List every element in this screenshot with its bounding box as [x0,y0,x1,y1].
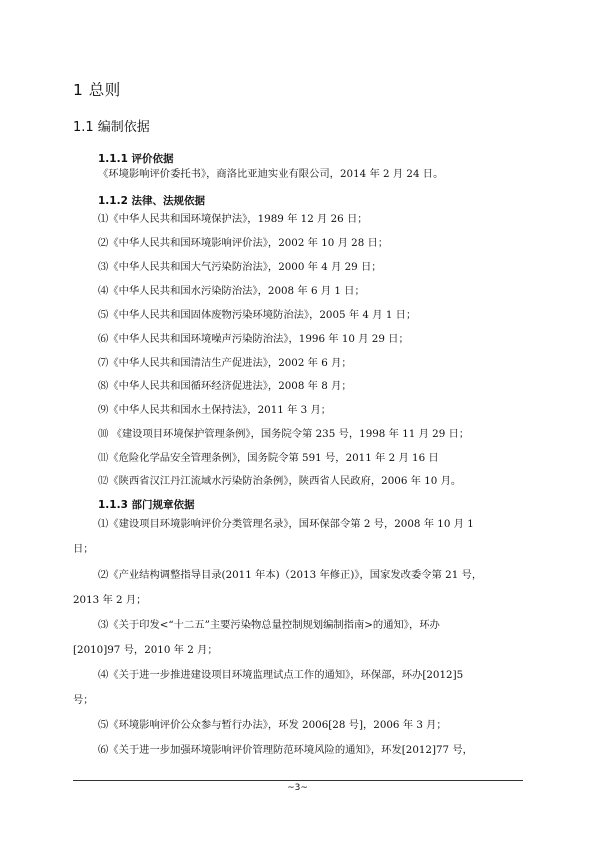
subsection-heading-1-1-3: 1.1.3 部门规章依据 [98,499,195,511]
list-item-continuation: 号； [73,694,94,706]
chapter-heading: 1 总则 [73,81,121,99]
list-item: 《环境影响评价委托书》，商洛比亚迪实业有限公司，2014 年 2 月 24 日。 [98,168,444,180]
list-item: ⑵《产业结构调整指导目录(2011 年本)（2013 年修正)》，国家发改委令第 21 号， [98,569,483,581]
footer-rule [73,780,523,781]
section-heading: 1.1 编制依据 [73,120,150,135]
list-item: ⑴《中华人民共和国环境保护法》，1989 年 12 月 26 日； [98,213,368,225]
subsection-heading-1-1-1: 1.1.1 评价依据 [98,153,174,165]
list-item: ⑽ 《建设项目环境保护管理条例》，国务院令第 235 号，1998 年 11 月 29 日； [98,428,470,440]
list-item: ⑶《中华人民共和国大气污染防治法》，2000 年 4 月 29 日； [98,261,382,273]
page-number: ~3~ [287,783,308,793]
list-item: ⑿《陕西省汉江丹江流域水污染防治条例》，陕西省人民政府，2006 年 10 月。 [98,475,462,487]
list-item: ⑾《危险化学品安全管理条例》，国务院令第 591 号，2011 年 2 月 16 日 [98,452,439,464]
list-item-continuation: 2013 年 2 月； [73,594,147,606]
list-item: ⑸《环境影响评价公众参与暂行办法》，环发 2006[28 号]，2006 年 3 月； [98,719,447,731]
list-item: ⑴《建设项目环境影响评价分类管理名录》，国环保部令第 2 号，2008 年 10 月 1 [98,518,474,530]
list-item: ⑹《关于进一步加强环境影响评价管理防范环境风险的通知》，环发[2012]77 号， [98,744,473,756]
list-item: ⑵《中华人民共和国环境影响评价法》，2002 年 10 月 28 日； [98,237,389,249]
list-item-continuation: 日； [73,543,94,555]
list-item: ⑸《中华人民共和国固体废物污染环境防治法》，2005 年 4 月 1 日； [98,309,417,321]
list-item: ⑹《中华人民共和国环境噪声污染防治法》，1996 年 10 月 29 日； [98,333,409,345]
list-item: ⑷《关于进一步推进建设项目环境监理试点工作的通知》，环保部，环办[2012]5 [98,669,464,681]
list-item: ⑷《中华人民共和国水污染防治法》，2008 年 6 月 1 日； [98,285,365,297]
list-item: ⑺《中华人民共和国清洁生产促进法》，2002 年 6 月； [98,357,352,369]
list-item: ⑶《关于印发<“十二五”主要污染物总量控制规划编制指南>的通知》，环办 [98,619,440,631]
list-item: ⑻《中华人民共和国循环经济促进法》，2008 年 8 月； [98,380,352,392]
subsection-heading-1-1-2: 1.1.2 法律、法规依据 [98,195,206,207]
list-item: ⑼《中华人民共和国水土保持法》，2011 年 3 月； [98,404,332,416]
list-item-continuation: [2010]97 号，2010 年 2 月； [73,644,218,656]
